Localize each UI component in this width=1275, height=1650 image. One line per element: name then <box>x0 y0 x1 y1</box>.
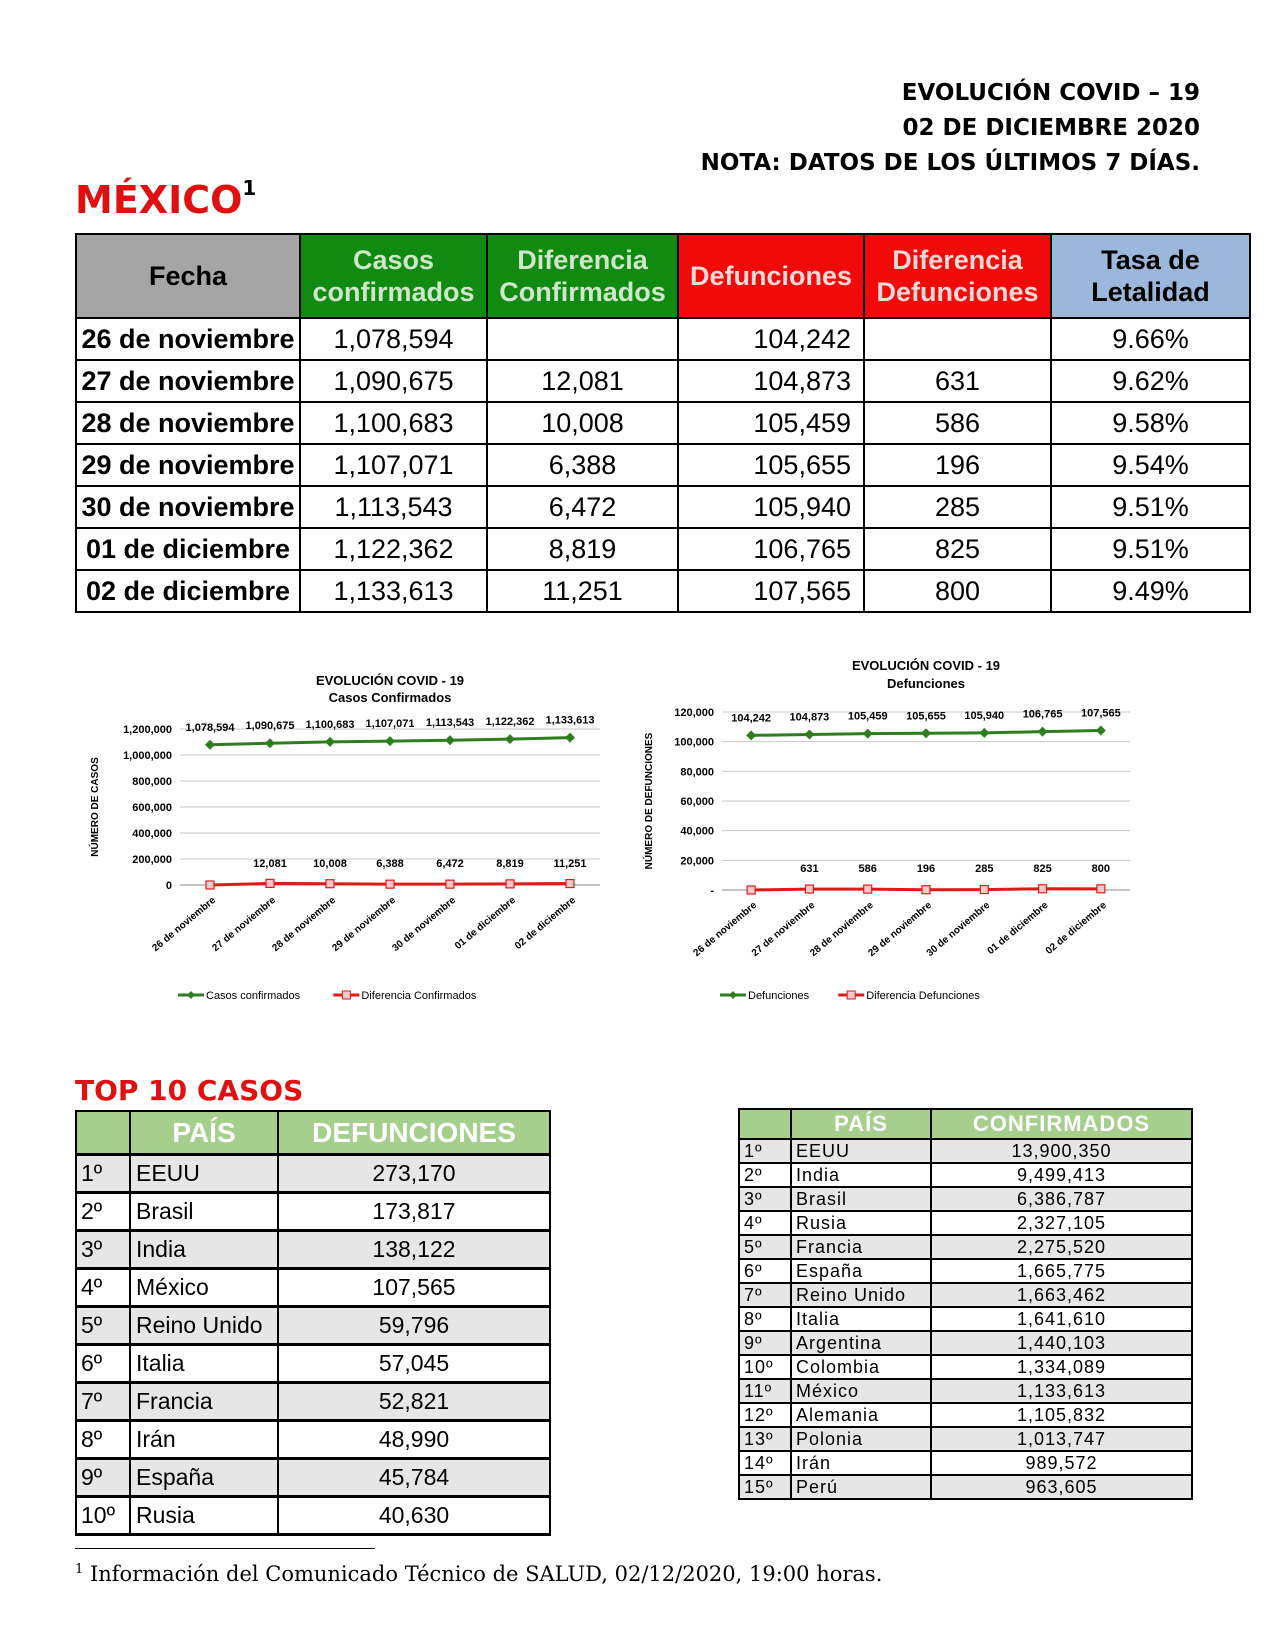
value-cell: 963,605 <box>931 1475 1192 1499</box>
legend-marker <box>729 991 737 999</box>
table-row <box>76 360 1250 402</box>
value-cell: 107,565 <box>278 1269 550 1307</box>
data-point <box>446 880 454 888</box>
table-row <box>739 1283 1192 1307</box>
cell-fecha: 01 de diciembre <box>76 528 300 570</box>
cell-casos: 1,078,594 <box>300 318 487 360</box>
cell-defunciones: 104,873 <box>678 360 864 402</box>
footnote <box>75 1562 882 1586</box>
data-label: 800 <box>1091 863 1111 875</box>
y-tick-label: 800,000 <box>132 776 172 788</box>
data-label: 105,940 <box>964 709 1005 722</box>
y-tick-label: 200,000 <box>132 854 172 866</box>
x-tick-label: 29 de noviembre <box>866 899 934 960</box>
value-cell: 2,275,520 <box>931 1235 1192 1259</box>
country-cell: Rusia <box>791 1211 931 1235</box>
legend-label: Defunciones <box>748 990 810 1002</box>
data-point <box>386 880 394 888</box>
top15-header-value: CONFIRMADOS <box>931 1109 1192 1139</box>
y-tick-label: 60,000 <box>680 796 714 808</box>
value-cell: 1,105,832 <box>931 1403 1192 1427</box>
data-label: 1,122,362 <box>485 716 535 729</box>
table-row <box>76 1231 550 1269</box>
data-label: 6,388 <box>376 858 404 870</box>
data-point <box>1096 725 1106 735</box>
top10-deaths-table <box>75 1110 551 1536</box>
value-cell: 57,045 <box>278 1345 550 1383</box>
data-point <box>506 880 514 888</box>
footnote-number: 1 <box>75 1562 84 1577</box>
table-row <box>76 1459 550 1497</box>
top15-header-rank <box>739 1109 791 1139</box>
cell-defunciones: 107,565 <box>678 570 864 612</box>
cell-dif-conf: 8,819 <box>487 528 678 570</box>
value-cell: 52,821 <box>278 1383 550 1421</box>
header-dif-defunciones: Diferencia Defunciones <box>864 234 1051 318</box>
value-cell: 1,663,462 <box>931 1283 1192 1307</box>
rank-cell: 3º <box>739 1187 791 1211</box>
y-tick-label: 100,000 <box>674 736 714 749</box>
y-axis-title: NÚMERO DE DEFUNCIONES <box>644 732 655 870</box>
data-label: 196 <box>916 863 936 875</box>
cell-tasa: 9.66% <box>1051 318 1250 360</box>
data-point <box>922 886 930 894</box>
mexico-table <box>75 233 1251 613</box>
table-row <box>739 1235 1192 1259</box>
cell-casos: 1,090,675 <box>300 360 487 402</box>
country-cell: EEUU <box>791 1139 931 1163</box>
legend-marker <box>342 991 350 999</box>
top10-header-country: PAÍS <box>130 1111 278 1155</box>
x-tick-label: 30 de noviembre <box>924 899 993 960</box>
rank-cell: 4º <box>76 1269 130 1307</box>
cell-fecha: 28 de noviembre <box>76 402 300 444</box>
table-row <box>76 1155 550 1193</box>
country-cell: India <box>130 1231 278 1269</box>
x-tick-label: 27 de noviembre <box>749 899 818 960</box>
value-cell: 1,133,613 <box>931 1379 1192 1403</box>
country-cell: Francia <box>130 1383 278 1421</box>
data-point <box>805 885 813 893</box>
data-point <box>205 740 215 750</box>
rank-cell: 11º <box>739 1379 791 1403</box>
data-label: 1,090,675 <box>245 720 295 733</box>
rank-cell: 4º <box>739 1211 791 1235</box>
cell-dif-conf: 10,008 <box>487 402 678 444</box>
chart-defunciones-svg <box>644 658 1220 1065</box>
cell-fecha: 26 de noviembre <box>76 318 300 360</box>
value-cell: 40,630 <box>278 1497 550 1535</box>
cell-fecha: 29 de noviembre <box>76 444 300 486</box>
cell-dif-def: 825 <box>864 528 1051 570</box>
cell-dif-def: 800 <box>864 570 1051 612</box>
data-point <box>1097 885 1105 893</box>
x-tick-label: 01 de diciembre <box>452 894 518 952</box>
cell-casos: 1,100,683 <box>300 402 487 444</box>
value-cell: 13,900,350 <box>931 1139 1192 1163</box>
data-point <box>804 729 814 739</box>
data-point <box>747 886 755 894</box>
cell-casos: 1,113,543 <box>300 486 487 528</box>
country-name: MÉXICO <box>75 178 243 222</box>
country-cell: Argentina <box>791 1331 931 1355</box>
table-row <box>76 486 1250 528</box>
table-row <box>76 570 1250 612</box>
value-cell: 9,499,413 <box>931 1163 1192 1187</box>
data-point <box>266 879 274 887</box>
cell-tasa: 9.51% <box>1051 486 1250 528</box>
header-casos: Casos confirmados <box>300 234 487 318</box>
footnote-mark: 1 <box>242 176 257 200</box>
top15-confirmed-table <box>738 1108 1193 1500</box>
rank-cell: 8º <box>739 1307 791 1331</box>
data-point <box>863 729 873 739</box>
x-tick-label: 02 de diciembre <box>1043 899 1109 957</box>
value-cell: 1,641,610 <box>931 1307 1192 1331</box>
data-label: 105,655 <box>906 710 946 723</box>
value-cell: 173,817 <box>278 1193 550 1231</box>
data-label: 1,113,543 <box>425 717 475 730</box>
data-label: 1,100,683 <box>305 718 355 731</box>
x-tick-label: 02 de diciembre <box>512 894 578 952</box>
data-label: 6,472 <box>436 858 464 870</box>
table-row <box>76 318 1250 360</box>
country-cell: Perú <box>791 1475 931 1499</box>
table-row <box>76 444 1250 486</box>
cell-defunciones: 105,655 <box>678 444 864 486</box>
table-row <box>76 528 1250 570</box>
table-row <box>76 1345 550 1383</box>
country-cell: Brasil <box>130 1193 278 1231</box>
top10-title: TOP 10 CASOS <box>75 1074 304 1107</box>
cell-defunciones: 106,765 <box>678 528 864 570</box>
country-cell: Italia <box>130 1345 278 1383</box>
value-cell: 989,572 <box>931 1451 1192 1475</box>
chart-title: EVOLUCIÓN COVID - 19 <box>315 673 465 688</box>
table-row <box>739 1139 1192 1163</box>
value-cell: 2,327,105 <box>931 1211 1192 1235</box>
cell-tasa: 9.62% <box>1051 360 1250 402</box>
value-cell: 1,440,103 <box>931 1331 1192 1355</box>
data-label: 10,008 <box>313 858 347 870</box>
rank-cell: 5º <box>739 1235 791 1259</box>
country-cell: India <box>791 1163 931 1187</box>
data-point <box>980 886 988 894</box>
data-label: 11,251 <box>553 858 587 870</box>
chart-title: EVOLUCIÓN COVID - 19 <box>851 658 1001 673</box>
legend-marker <box>847 991 855 999</box>
rank-cell: 6º <box>739 1259 791 1283</box>
data-point <box>1039 885 1047 893</box>
value-cell: 1,665,775 <box>931 1259 1192 1283</box>
chart-subtitle: Defunciones <box>886 676 966 691</box>
rank-cell: 1º <box>739 1139 791 1163</box>
data-point <box>326 880 334 888</box>
rank-cell: 6º <box>76 1345 130 1383</box>
data-point <box>921 728 931 738</box>
data-label: 105,459 <box>847 710 888 723</box>
legend-label: Diferencia Confirmados <box>361 990 477 1002</box>
header-dif-confirmados: Diferencia Confirmados <box>487 234 678 318</box>
table-row <box>739 1307 1192 1331</box>
country-cell: Irán <box>130 1421 278 1459</box>
x-tick-label: 29 de noviembre <box>330 894 398 955</box>
table-row <box>739 1475 1192 1499</box>
top10-header-rank <box>76 1111 130 1155</box>
data-point <box>864 885 872 893</box>
data-label: 586 <box>858 863 877 875</box>
data-label: 825 <box>1033 863 1052 875</box>
table-row <box>739 1403 1192 1427</box>
country-cell: México <box>130 1269 278 1307</box>
cell-dif-def: 631 <box>864 360 1051 402</box>
table-row <box>76 1421 550 1459</box>
cell-tasa: 9.51% <box>1051 528 1250 570</box>
rank-cell: 5º <box>76 1307 130 1345</box>
table-row <box>739 1451 1192 1475</box>
cell-defunciones: 105,940 <box>678 486 864 528</box>
cell-casos: 1,122,362 <box>300 528 487 570</box>
chart-casos-svg <box>80 675 640 1065</box>
header-note: NOTA: DATOS DE LOS ÚLTIMOS 7 DÍAS. <box>700 150 1200 176</box>
cell-fecha: 02 de diciembre <box>76 570 300 612</box>
header-date: 02 DE DICIEMBRE 2020 <box>902 115 1200 141</box>
data-point <box>385 736 395 746</box>
rank-cell: 7º <box>76 1383 130 1421</box>
country-cell: Rusia <box>130 1497 278 1535</box>
cell-dif-def <box>864 318 1051 360</box>
x-tick-label: 30 de noviembre <box>390 894 458 955</box>
data-point <box>979 728 989 738</box>
x-tick-label: 01 de diciembre <box>985 899 1051 957</box>
chart-subtitle: Casos Confirmados <box>328 690 452 705</box>
table-row <box>739 1379 1192 1403</box>
table-row <box>76 402 1250 444</box>
legend-label: Casos confirmados <box>206 990 301 1002</box>
rank-cell: 9º <box>76 1459 130 1497</box>
chart-defunciones <box>644 658 1220 1070</box>
rank-cell: 10º <box>76 1497 130 1535</box>
cell-fecha: 30 de noviembre <box>76 486 300 528</box>
value-cell: 138,122 <box>278 1231 550 1269</box>
header-fecha: Fecha <box>76 234 300 318</box>
table-row <box>76 1269 550 1307</box>
rank-cell: 15º <box>739 1475 791 1499</box>
rank-cell: 13º <box>739 1427 791 1451</box>
cell-defunciones: 105,459 <box>678 402 864 444</box>
rank-cell: 10º <box>739 1355 791 1379</box>
legend-marker <box>187 991 195 999</box>
y-tick-label: 80,000 <box>680 766 714 779</box>
data-label: 1,133,613 <box>545 714 595 727</box>
value-cell: 48,990 <box>278 1421 550 1459</box>
rank-cell: 3º <box>76 1231 130 1269</box>
data-point <box>445 735 455 745</box>
data-label: 104,873 <box>789 711 830 724</box>
data-label: 1,107,071 <box>365 718 415 731</box>
cell-dif-conf: 12,081 <box>487 360 678 402</box>
data-label: 1,078,594 <box>185 721 235 734</box>
value-cell: 273,170 <box>278 1155 550 1193</box>
cell-casos: 1,133,613 <box>300 570 487 612</box>
cell-casos: 1,107,071 <box>300 444 487 486</box>
country-title <box>75 178 256 222</box>
table-row <box>739 1187 1192 1211</box>
value-cell: 1,334,089 <box>931 1355 1192 1379</box>
y-axis-title: NÚMERO DE CASOS <box>90 757 101 857</box>
top15-header-country: PAÍS <box>791 1109 931 1139</box>
value-cell: 59,796 <box>278 1307 550 1345</box>
y-tick-label: 0 <box>165 880 172 892</box>
y-tick-label: 120,000 <box>674 707 714 719</box>
cell-tasa: 9.58% <box>1051 402 1250 444</box>
country-cell: España <box>130 1459 278 1497</box>
cell-dif-def: 285 <box>864 486 1051 528</box>
table-row <box>739 1259 1192 1283</box>
y-tick-label: - <box>710 885 714 897</box>
data-label: 8,819 <box>496 858 524 870</box>
country-cell: Reino Unido <box>130 1307 278 1345</box>
rank-cell: 12º <box>739 1403 791 1427</box>
table-row <box>739 1427 1192 1451</box>
cell-defunciones: 104,242 <box>678 318 864 360</box>
rank-cell: 14º <box>739 1451 791 1475</box>
x-tick-label: 26 de noviembre <box>150 894 218 955</box>
x-tick-label: 27 de noviembre <box>210 894 278 955</box>
rank-cell: 2º <box>76 1193 130 1231</box>
data-label: 285 <box>975 863 994 875</box>
rank-cell: 8º <box>76 1421 130 1459</box>
cell-dif-conf <box>487 318 678 360</box>
table-row <box>739 1355 1192 1379</box>
data-point <box>265 738 275 748</box>
data-point <box>505 734 515 744</box>
data-label: 107,565 <box>1080 707 1121 720</box>
cell-tasa: 9.49% <box>1051 570 1250 612</box>
value-cell: 45,784 <box>278 1459 550 1497</box>
x-tick-label: 28 de noviembre <box>808 899 876 960</box>
country-cell: Brasil <box>791 1187 931 1211</box>
data-label: 631 <box>800 863 819 875</box>
data-point <box>566 880 574 888</box>
data-point <box>565 733 575 743</box>
table-row <box>76 1383 550 1421</box>
data-point <box>325 737 335 747</box>
legend-label: Diferencia Defunciones <box>866 990 980 1002</box>
cell-tasa: 9.54% <box>1051 444 1250 486</box>
country-cell: México <box>791 1379 931 1403</box>
data-label: 12,081 <box>253 858 287 870</box>
data-label: 104,242 <box>731 712 772 725</box>
country-cell: Francia <box>791 1235 931 1259</box>
cell-dif-conf: 11,251 <box>487 570 678 612</box>
country-cell: Italia <box>791 1307 931 1331</box>
country-cell: Polonia <box>791 1427 931 1451</box>
report-header <box>701 76 1200 181</box>
country-cell: Irán <box>791 1451 931 1475</box>
y-tick-label: 40,000 <box>680 825 714 838</box>
value-cell: 1,013,747 <box>931 1427 1192 1451</box>
cell-dif-conf: 6,388 <box>487 444 678 486</box>
header-title: EVOLUCIÓN COVID – 19 <box>901 80 1200 106</box>
country-cell: Reino Unido <box>791 1283 931 1307</box>
y-tick-label: 400,000 <box>132 828 172 840</box>
y-tick-label: 600,000 <box>132 802 172 814</box>
y-tick-label: 20,000 <box>680 855 714 868</box>
rank-cell: 1º <box>76 1155 130 1193</box>
y-tick-label: 1,000,000 <box>123 750 172 762</box>
rank-cell: 7º <box>739 1283 791 1307</box>
cell-dif-def: 196 <box>864 444 1051 486</box>
data-point <box>206 881 214 889</box>
cell-dif-def: 586 <box>864 402 1051 444</box>
chart-casos-confirmados <box>80 675 640 1070</box>
cell-dif-conf: 6,472 <box>487 486 678 528</box>
cell-fecha: 27 de noviembre <box>76 360 300 402</box>
table-row <box>739 1163 1192 1187</box>
data-label: 106,765 <box>1022 708 1063 721</box>
table-row <box>76 1193 550 1231</box>
top10-header-value: DEFUNCIONES <box>278 1111 550 1155</box>
country-cell: Alemania <box>791 1403 931 1427</box>
country-cell: EEUU <box>130 1155 278 1193</box>
country-cell: Colombia <box>791 1355 931 1379</box>
header-tasa: Tasa de Letalidad <box>1051 234 1250 318</box>
rank-cell: 2º <box>739 1163 791 1187</box>
table-row <box>739 1331 1192 1355</box>
x-tick-label: 26 de noviembre <box>691 899 760 960</box>
table-row <box>739 1211 1192 1235</box>
footnote-text: Información del Comunicado Técnico de SALUD, 02/12/2020, 19:00 horas. <box>89 1562 883 1586</box>
y-tick-label: 1,200,000 <box>123 724 172 736</box>
footnote-divider <box>75 1548 375 1549</box>
table-row <box>76 1307 550 1345</box>
data-point <box>746 730 756 740</box>
table-row <box>76 1497 550 1535</box>
header-defunciones: Defunciones <box>678 234 864 318</box>
value-cell: 6,386,787 <box>931 1187 1192 1211</box>
x-tick-label: 28 de noviembre <box>270 894 338 955</box>
data-point <box>1038 727 1048 737</box>
rank-cell: 9º <box>739 1331 791 1355</box>
country-cell: España <box>791 1259 931 1283</box>
